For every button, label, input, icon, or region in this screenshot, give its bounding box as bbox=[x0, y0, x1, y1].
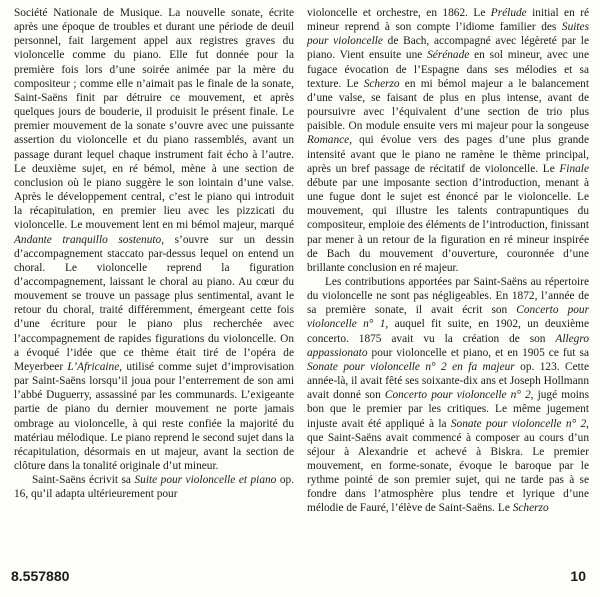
body-text: de Bach, accompagné avec légèreté par le piano. Vient ensuite une bbox=[307, 35, 589, 62]
catalog-number: 8.557880 bbox=[11, 568, 70, 584]
italic-title-text: Allegro appassionato bbox=[307, 332, 589, 359]
italic-title-text: L’Africaine bbox=[67, 360, 120, 373]
italic-title-text: Suite pour violoncelle et piano bbox=[134, 474, 277, 487]
italic-title-text: Sonate pour violoncelle n° 2 en fa majeur bbox=[307, 360, 515, 373]
italic-title-text: Andante tranquillo sostenuto bbox=[14, 233, 162, 246]
body-text: débute par une imposante section d’introduction, menant à une fugue dont le sujet est énoncé par le violoncelle. Le mouvement, qui illustre les talents contrapuntiques du compositeur, emploie des éléments de l’introduction, finissant par mener à un retour de la figuration en ré mineur inspirée de Bach du mouvement d’ouverture, couronnée d’une brillante conclusion en ré majeur. bbox=[307, 176, 589, 274]
left-text-column bbox=[14, 6, 294, 501]
body-text: , auquel fit suite, en 1902, un deuxième concerto. 1875 avait vu la création de son bbox=[307, 318, 589, 345]
body-text: Société Nationale de Musique. La nouvelle sonate, écrite après une époque de troubles et durant une période de deuil personnel, fait largement appel aux registres graves du violoncelle comme du piano. Elle fut donnée pour la première fois lors d’une soirée animée par la mère du compositeur ; comme elle n’aimait pas le finale de la sonate, Saint-Saëns finit par détruire ce mouvement, et après quelques jours de bouderie, il produisit le présent finale. Le premier mouvement de la sonate s’ouvre avec une puissante assertion du violoncelle et du piano rassemblés, avant un passage durant lequel chaque instrument fait écho à l’autre. Le deuxième sujet, en ré bémol, mène à une section de conclusion où le piano suggère le son lointain d’une valse. Après le développement central, c’est le piano qui introduit la récapitulation, en premier lieu avec les pizzicati du violoncelle. Le mouvement lent en mi bémol majeur, marqué bbox=[14, 7, 294, 232]
page-number: 10 bbox=[570, 568, 586, 584]
paragraph bbox=[14, 473, 294, 501]
body-text: Saint-Saëns écrivit sa bbox=[32, 474, 135, 487]
body-text: Les contributions apportées par Saint-Saëns au répertoire du violoncelle ne sont pas négligeables. En 1872, l’année de sa première sonate, il avait écrit son bbox=[307, 275, 589, 317]
italic-title-text: Romance bbox=[307, 134, 350, 147]
italic-title-text: Finale bbox=[559, 162, 589, 175]
body-text: op. 123. Cette année-là, il avait fêté ses soixante-dix ans et Joseph Hollmann avait donné son bbox=[307, 360, 589, 402]
italic-title-text: Concerto pour violoncelle n° 1 bbox=[307, 304, 589, 331]
body-text: pour violoncelle et piano, et en 1905 ce fut sa bbox=[367, 346, 589, 359]
italic-title-text: Sonate pour violoncelle n° 2 bbox=[450, 417, 587, 430]
italic-title-text: Sérénade bbox=[427, 49, 470, 62]
body-text: en mi bémol majeur a le balancement d’une valse, se faisant de plus en plus intense, avant de poursuivre avec l’équivalent d’une section de trio plus paisible. On module ensuite vers mi majeur pour la songeuse bbox=[307, 77, 590, 133]
body-text: initial en ré mineur reprend à son compte l’idiome familier des bbox=[307, 7, 590, 34]
italic-title-text: Scherzo bbox=[512, 502, 549, 515]
body-text: en sol mineur, avec une fugace évocation de l’Espagne dans ses mélodies et sa texture. Le bbox=[307, 49, 589, 90]
paragraph bbox=[307, 275, 589, 516]
body-text: , utilisé comme sujet d’improvisation par Saint-Saëns lorsqu’il joua pour l’enterrement de son ami l’abbé Duguerry, assassiné par les communards. L’exigeante partie de piano du dernier mouvement ne porte jamais ombrage au violoncelle, à qui reste confiée la majorité du matériau mélodique. Le piano reprend le second sujet dans la récapitulation, désormais en ut majeur, avant la section de clôture dans la tonalité originale d’ut mineur. bbox=[14, 360, 294, 472]
body-text: , que Saint-Saëns avait commencé à composer au cours d’un séjour à Alexandrie et achevé à Biskra. Le premier mouvement, en forme-sonate, évoque le baroque par le rythme pointé de son premier sujet, qui ne tarde pas à se fondre dans l’atmosphère plus tendre et lyrique d’une mélodie de Fauré, l’élève de Saint-Saëns. Le bbox=[307, 417, 589, 515]
body-text: , s’ouvre sur un dessin d’accompagnement staccato par-dessus lequel on entend un choral. Le violoncelle reprend la figuration d’accompagnement, laissant le choral au piano. Au cœur du mouvement se trouve un passage plus sentimental, avant le retour du choral, traité différemment, émergeant cette fois d’une écriture pour le piano plus recherchée avec l’accompagnement de rapides figurations du violoncelle. On a évoqué l’idée que ce thème était tiré de l’opéra de Meyerbeer bbox=[14, 233, 294, 373]
italic-title-text: Suites pour violoncelle bbox=[307, 21, 589, 48]
body-text: violoncelle et orchestre, en 1862. Le bbox=[307, 7, 491, 19]
body-text: op. 16, qu’il adapta ultérieurement pour bbox=[14, 474, 295, 501]
body-text: , jugé moins bon que le premier par les critiques. Le même jugement injuste avait été appliqué à la bbox=[307, 389, 589, 430]
right-text-column bbox=[307, 6, 589, 516]
page-footer bbox=[0, 568, 600, 590]
body-text: , qui évolue vers des pages d’une plus grande intensité avant que le piano ne ramène le thème principal, après un bref passage de récitatif de violoncelle. Le bbox=[307, 134, 589, 175]
paragraph bbox=[307, 6, 589, 275]
paragraph bbox=[14, 6, 294, 473]
italic-title-text: Prélude bbox=[490, 7, 527, 19]
italic-title-text: Scherzo bbox=[363, 77, 400, 90]
italic-title-text: Concerto pour violoncelle n° 2 bbox=[384, 389, 531, 402]
